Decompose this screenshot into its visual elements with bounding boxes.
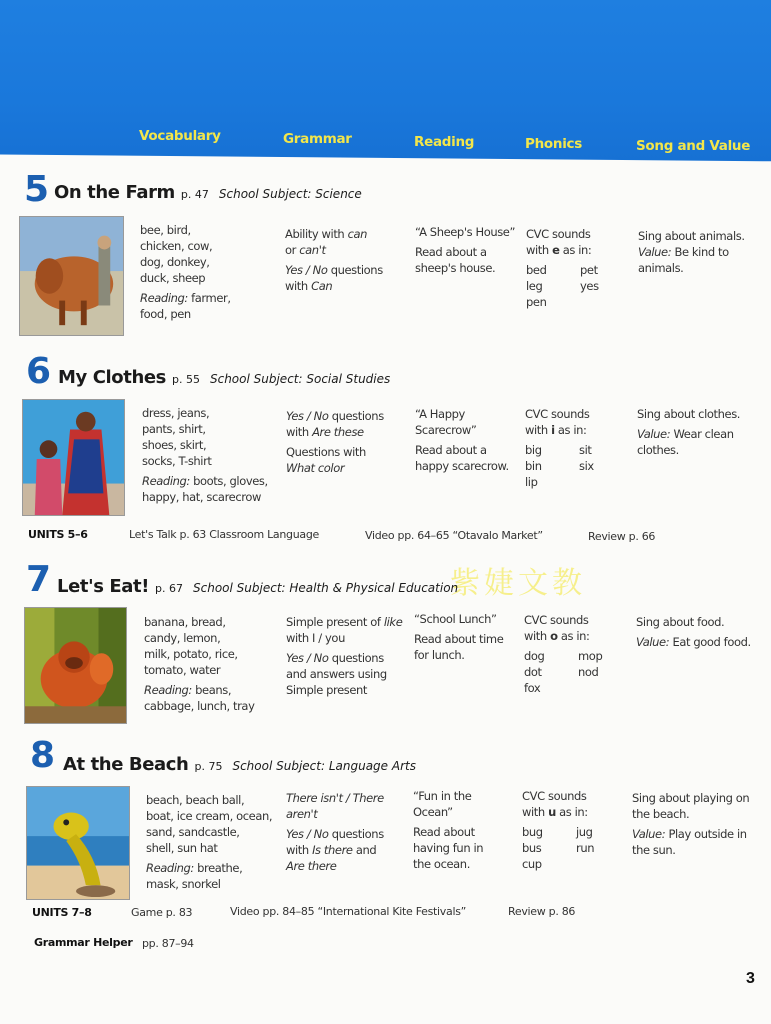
vocab-line: tomato, water xyxy=(144,663,221,677)
vocab-line: duck, sheep xyxy=(140,271,206,285)
unit-page: p. 75 xyxy=(194,760,223,773)
phonics-cell xyxy=(526,226,634,310)
grammar-line: with I / you xyxy=(286,631,345,645)
phonics-word: cup xyxy=(522,857,542,871)
vocabulary-cell xyxy=(142,405,282,505)
school-subject: School Subject: Social Studies xyxy=(209,372,391,386)
grammar-text: and xyxy=(352,843,377,857)
grammar-line: What color xyxy=(286,461,345,475)
reading-title: “A Happy xyxy=(415,407,465,421)
phonics-label: CVC sounds xyxy=(525,407,590,421)
phonics-word: bin xyxy=(525,459,542,473)
grammar-cell xyxy=(286,614,414,698)
song-text: Sing about food. xyxy=(636,615,725,629)
value-line: animals. xyxy=(638,261,684,275)
reading-title: “Fun in the xyxy=(413,789,472,803)
reading-label: Reading: xyxy=(146,861,194,875)
unit-page: p. 47 xyxy=(180,188,209,201)
review-label: UNITS 5–6 xyxy=(28,528,88,541)
grammar-line: aren't xyxy=(286,807,318,821)
reading-desc: the ocean. xyxy=(413,857,470,871)
reading-label: Reading: xyxy=(140,291,188,305)
value-label: Value: xyxy=(637,427,671,441)
grammar-text: questions xyxy=(328,409,384,423)
grammar-text: questions xyxy=(328,827,384,841)
grammar-line xyxy=(285,226,410,242)
column-header-grammar: Grammar xyxy=(283,131,352,147)
grammar-line: Are there xyxy=(286,859,337,873)
school-subject: School Subject: Language Arts xyxy=(232,759,416,773)
vocab-reading-line: cabbage, lunch, tray xyxy=(144,699,255,713)
phonics-word: dot xyxy=(524,665,542,679)
vocab-reading xyxy=(146,860,286,876)
phonics-cell xyxy=(524,612,632,696)
value-text: Play outside in xyxy=(665,827,747,841)
unit-title-text: At the Beach xyxy=(63,754,189,775)
phonics-word: mop xyxy=(578,649,603,663)
phonics-with-text: with xyxy=(524,629,551,643)
grammar-italic: like xyxy=(383,615,403,629)
phonics-word: leg xyxy=(526,279,543,293)
phonics-cell xyxy=(525,406,633,490)
vocab-line: socks, T-shirt xyxy=(142,454,212,468)
reading-title: Ocean” xyxy=(413,805,453,819)
reading-words: farmer, xyxy=(191,291,231,305)
vocab-line: chicken, cow, xyxy=(140,239,213,253)
value-line: clothes. xyxy=(637,443,679,457)
vocab-reading xyxy=(140,290,280,306)
grammar-italic: Yes / No xyxy=(286,651,329,665)
reading-words: boots, gloves, xyxy=(189,474,268,488)
song-value-cell xyxy=(638,228,763,276)
phonics-with-text: with xyxy=(526,243,553,257)
grammar-italic: Yes / No xyxy=(286,827,329,841)
value-label: Value: xyxy=(636,635,670,649)
grammar-line xyxy=(286,408,411,424)
phonics-with xyxy=(524,628,632,644)
page-number: 3 xyxy=(746,970,755,987)
unit-page: p. 55 xyxy=(172,373,200,386)
vocab-line: shoes, skirt, xyxy=(142,438,207,452)
grammar-line xyxy=(286,842,414,858)
grammar-text: with xyxy=(286,425,313,439)
vocab-line: milk, potato, rice, xyxy=(144,647,238,661)
value-label: Value: xyxy=(632,827,666,841)
song-text: Sing about playing on xyxy=(632,791,750,805)
vocab-line: beach, beach ball, xyxy=(146,793,245,807)
grammar-line xyxy=(285,278,410,294)
vocab-reading-line: mask, snorkel xyxy=(146,877,221,891)
reading-desc: for lunch. xyxy=(414,648,465,662)
unit-page: p. 67 xyxy=(155,582,184,595)
unit-number: 5 xyxy=(24,169,50,210)
phonics-letter: e xyxy=(552,243,560,257)
vocab-line: shell, sun hat xyxy=(146,841,218,855)
review-item: Review p. 66 xyxy=(588,530,656,543)
phonics-word: jug xyxy=(576,825,593,839)
reading-title: Scarecrow” xyxy=(415,423,477,437)
grammar-text: with xyxy=(285,279,312,293)
phonics-as: as in: xyxy=(555,805,588,819)
grammar-line xyxy=(286,826,414,842)
reading-cell xyxy=(415,224,523,276)
grammar-text: Ability with xyxy=(285,227,348,241)
vocabulary-cell xyxy=(146,792,286,892)
phonics-with-text: with xyxy=(525,423,552,437)
reading-desc: Read about time xyxy=(414,632,504,646)
grammar-italic: Can xyxy=(311,279,333,293)
vocab-line: banana, bread, xyxy=(144,615,226,629)
unit-title xyxy=(54,182,362,203)
vocab-line: bee, bird, xyxy=(140,223,191,237)
phonics-word xyxy=(576,856,626,872)
vocab-reading-line: food, pen xyxy=(140,307,191,321)
value-line xyxy=(637,426,765,442)
review-item: Review p. 86 xyxy=(508,905,576,918)
grammar-line: Questions with xyxy=(286,445,366,459)
value-line: the sun. xyxy=(632,843,676,857)
watermark: 紫婕文教 xyxy=(450,566,586,601)
unit-photo-beach xyxy=(26,786,130,900)
grammar-text: Simple present of xyxy=(286,615,384,629)
phonics-word xyxy=(580,294,630,310)
phonics-letter: u xyxy=(548,805,556,819)
phonics-words xyxy=(526,262,634,310)
vocab-line: dress, jeans, xyxy=(142,406,210,420)
value-line xyxy=(636,634,764,650)
grammar-italic: Is there xyxy=(312,843,353,857)
phonics-word: bug xyxy=(522,825,543,839)
song-text: Sing about clothes. xyxy=(637,407,741,421)
value-text: Be kind to xyxy=(671,245,729,259)
reading-cell xyxy=(413,788,521,872)
phonics-word: pet xyxy=(580,263,598,277)
grammar-line: Simple present xyxy=(286,683,368,697)
grammar-cell xyxy=(285,226,410,294)
column-header-vocabulary: Vocabulary xyxy=(139,128,221,144)
unit-title-text: My Clothes xyxy=(58,367,166,388)
phonics-as: as in: xyxy=(557,629,590,643)
phonics-words xyxy=(524,648,632,696)
vocab-line: dog, donkey, xyxy=(140,255,210,269)
value-label: Value: xyxy=(638,245,672,259)
reading-desc: happy scarecrow. xyxy=(415,459,509,473)
review-row-units-7-8 xyxy=(32,906,92,919)
phonics-label: CVC sounds xyxy=(524,613,589,627)
grammar-italic: can't xyxy=(299,243,326,257)
song-text: the beach. xyxy=(632,807,690,821)
phonics-word: big xyxy=(525,443,542,457)
review-label: UNITS 7–8 xyxy=(32,906,92,919)
grammar-italic: Yes / No xyxy=(286,409,329,423)
phonics-letter: i xyxy=(551,423,555,437)
song-value-cell xyxy=(636,614,764,650)
grammar-cell xyxy=(286,790,414,874)
column-header-phonics: Phonics xyxy=(525,136,582,152)
reading-label: Reading: xyxy=(142,474,190,488)
phonics-with xyxy=(525,422,633,438)
value-text: Eat good food. xyxy=(669,635,751,649)
grammar-italic: Are these xyxy=(312,425,364,439)
reading-words: breathe, xyxy=(193,861,243,875)
vocab-line: pants, shirt, xyxy=(142,422,206,436)
grammar-helper-label: Grammar Helper xyxy=(34,936,133,949)
phonics-word: fox xyxy=(524,681,541,695)
phonics-word: nod xyxy=(578,665,599,679)
grammar-italic: can xyxy=(347,227,368,241)
school-subject: School Subject: Science xyxy=(218,187,362,201)
phonics-with xyxy=(522,804,630,820)
phonics-words xyxy=(525,442,633,490)
reading-title: “A Sheep's House” xyxy=(415,225,516,239)
unit-photo-orangutan xyxy=(24,607,127,724)
phonics-with-text: with xyxy=(522,805,549,819)
review-item: Game p. 83 xyxy=(131,906,193,919)
vocab-line: sand, sandcastle, xyxy=(146,825,240,839)
phonics-label: CVC sounds xyxy=(522,789,587,803)
grammar-line: There isn't / There xyxy=(286,791,384,805)
phonics-word xyxy=(578,680,628,696)
grammar-text: questions xyxy=(328,651,384,665)
phonics-letter: o xyxy=(550,629,558,643)
grammar-line xyxy=(286,650,414,666)
phonics-word: pen xyxy=(526,295,547,309)
phonics-cell xyxy=(522,788,630,872)
phonics-word: lip xyxy=(525,475,538,489)
grammar-helper-pages: pp. 87–94 xyxy=(142,937,194,950)
unit-title-text: Let's Eat! xyxy=(57,576,150,597)
grammar-italic: Yes / No xyxy=(285,263,328,277)
grammar-line xyxy=(286,614,414,630)
reading-cell xyxy=(415,406,523,474)
grammar-helper xyxy=(34,936,132,949)
reading-cell xyxy=(414,611,522,663)
phonics-word: sit xyxy=(579,443,592,457)
value-line xyxy=(632,826,767,842)
unit-title xyxy=(58,367,390,388)
vocab-line: candy, lemon, xyxy=(144,631,221,645)
phonics-word xyxy=(579,474,629,490)
review-item: Let's Talk p. 63 Classroom Language xyxy=(129,528,319,541)
vocab-line: boat, ice cream, ocean, xyxy=(146,809,273,823)
unit-number: 7 xyxy=(26,559,52,600)
reading-label: Reading: xyxy=(144,683,192,697)
vocab-reading-line: happy, hat, scarecrow xyxy=(142,490,261,504)
song-value-cell xyxy=(637,406,765,458)
phonics-as: as in: xyxy=(554,423,587,437)
review-item: Video pp. 64–65 “Otavalo Market” xyxy=(365,529,543,542)
vocabulary-cell xyxy=(144,614,284,714)
reading-desc: Read about a xyxy=(415,245,487,259)
vocab-reading xyxy=(144,682,284,698)
grammar-text: questions xyxy=(327,263,383,277)
phonics-with xyxy=(526,242,634,258)
value-text: Wear clean xyxy=(670,427,734,441)
phonics-word: bed xyxy=(526,263,547,277)
phonics-word: run xyxy=(576,841,595,855)
reading-desc: having fun in xyxy=(413,841,484,855)
reading-desc: Read about xyxy=(413,825,475,839)
unit-number: 8 xyxy=(30,735,56,776)
column-header-song-and-value: Song and Value xyxy=(636,138,751,154)
reading-words: beans, xyxy=(191,683,232,697)
grammar-line: and answers using xyxy=(286,667,387,681)
reading-desc: Read about a xyxy=(415,443,487,457)
phonics-label: CVC sounds xyxy=(526,227,591,241)
review-row-units-5-6 xyxy=(28,528,88,541)
grammar-cell xyxy=(286,408,411,476)
grammar-line xyxy=(285,262,410,278)
review-item: Video pp. 84–85 “International Kite Festivals” xyxy=(230,905,467,918)
grammar-line xyxy=(285,242,410,258)
phonics-words xyxy=(522,824,630,872)
phonics-word: yes xyxy=(580,279,599,293)
unit-title xyxy=(57,576,458,597)
grammar-text: with xyxy=(286,843,313,857)
vocab-reading xyxy=(142,473,282,489)
unit-photo-clothes xyxy=(22,399,125,516)
phonics-word: dog xyxy=(524,649,545,663)
unit-photo-farm xyxy=(19,216,124,336)
song-value-cell xyxy=(632,790,767,858)
column-header-reading: Reading xyxy=(414,134,475,150)
reading-title: “School Lunch” xyxy=(414,612,497,626)
vocabulary-cell xyxy=(140,222,280,322)
grammar-line xyxy=(286,424,411,440)
reading-desc: sheep's house. xyxy=(415,261,496,275)
phonics-word: six xyxy=(579,459,594,473)
value-line xyxy=(638,244,763,260)
unit-number: 6 xyxy=(26,351,52,392)
school-subject: School Subject: Health & Physical Education xyxy=(193,581,459,595)
unit-title xyxy=(63,754,416,775)
song-text: Sing about animals. xyxy=(638,229,745,243)
grammar-text: or xyxy=(285,243,300,257)
phonics-as: as in: xyxy=(559,243,592,257)
unit-title-text: On the Farm xyxy=(54,182,175,203)
phonics-word: bus xyxy=(522,841,542,855)
